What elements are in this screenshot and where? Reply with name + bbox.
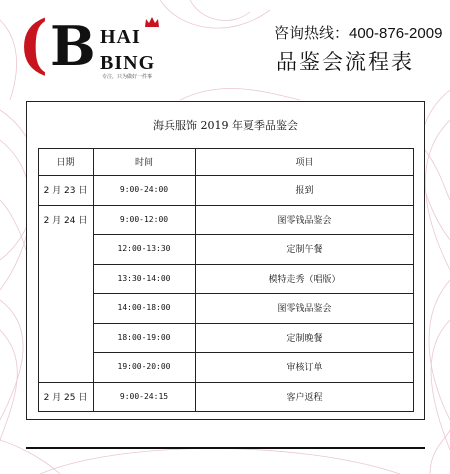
table-cell-item: 客户返程	[286, 392, 323, 403]
column-header: 项目	[295, 158, 314, 168]
table-cell-date	[38, 352, 93, 382]
column-header: 日期	[56, 158, 75, 168]
table-cell-item: 审核订单	[286, 363, 323, 374]
logo-letter: B	[50, 14, 96, 78]
table-cell-item: 定制午餐	[286, 245, 323, 256]
logo-paren: (	[18, 7, 49, 82]
bottom-divider	[26, 447, 425, 449]
hotline-text: 咨询热线：400-876-2009	[274, 25, 443, 42]
row-divider	[38, 205, 414, 206]
table-cell-item: 定制晚餐	[286, 333, 323, 344]
table-cell-time: 19:00-20:00	[117, 362, 171, 372]
table-cell-date: 2 月 24 日	[43, 215, 88, 226]
brand-logo	[14, 7, 164, 84]
table-cell-item: 图零钱品鉴会	[277, 304, 332, 315]
table-cell-time: 9:00-12:00	[119, 214, 169, 224]
table-cell-time: 9:00-24:00	[119, 185, 169, 195]
schedule-table	[26, 101, 425, 420]
table-cell-date	[38, 323, 93, 353]
table-cell-item: 图零钱品鉴会	[277, 215, 332, 226]
table-cell-item: 报到	[295, 186, 314, 197]
row-divider	[38, 382, 414, 383]
table-cell-date	[38, 264, 93, 294]
column-header: 时间	[134, 158, 153, 168]
row-divider	[93, 352, 414, 353]
logo-slogan: 专注，只为做好一件事	[102, 74, 153, 80]
table-border-top	[38, 148, 414, 149]
logo-line1: HAI	[100, 26, 141, 48]
table-cell-time: 13:30-14:00	[117, 273, 171, 283]
table-cell-time: 14:00-18:00	[117, 303, 171, 313]
table-cell-date: 2 月 23 日	[43, 186, 88, 197]
table-title: 海兵服饰 2019 年夏季品鉴会	[153, 119, 298, 132]
table-cell-time: 18:00-19:00	[117, 332, 171, 342]
table-cell-date: 2 月 25 日	[43, 392, 88, 403]
page-title: 品鉴会流程表	[276, 50, 414, 74]
table-cell-item: 模特走秀（唱版）	[268, 274, 341, 285]
table-border-bottom	[38, 411, 414, 412]
table-cell-date	[38, 234, 93, 264]
table-cell-time: 9:00-24:15	[119, 391, 169, 401]
row-divider	[93, 323, 414, 324]
row-divider	[93, 264, 414, 265]
table-cell-time: 12:00-13:30	[117, 244, 171, 254]
table-cell-date	[38, 293, 93, 323]
row-divider	[93, 234, 414, 235]
crown-icon	[144, 16, 160, 28]
row-divider	[93, 293, 414, 294]
logo-line2: BING	[100, 52, 156, 74]
